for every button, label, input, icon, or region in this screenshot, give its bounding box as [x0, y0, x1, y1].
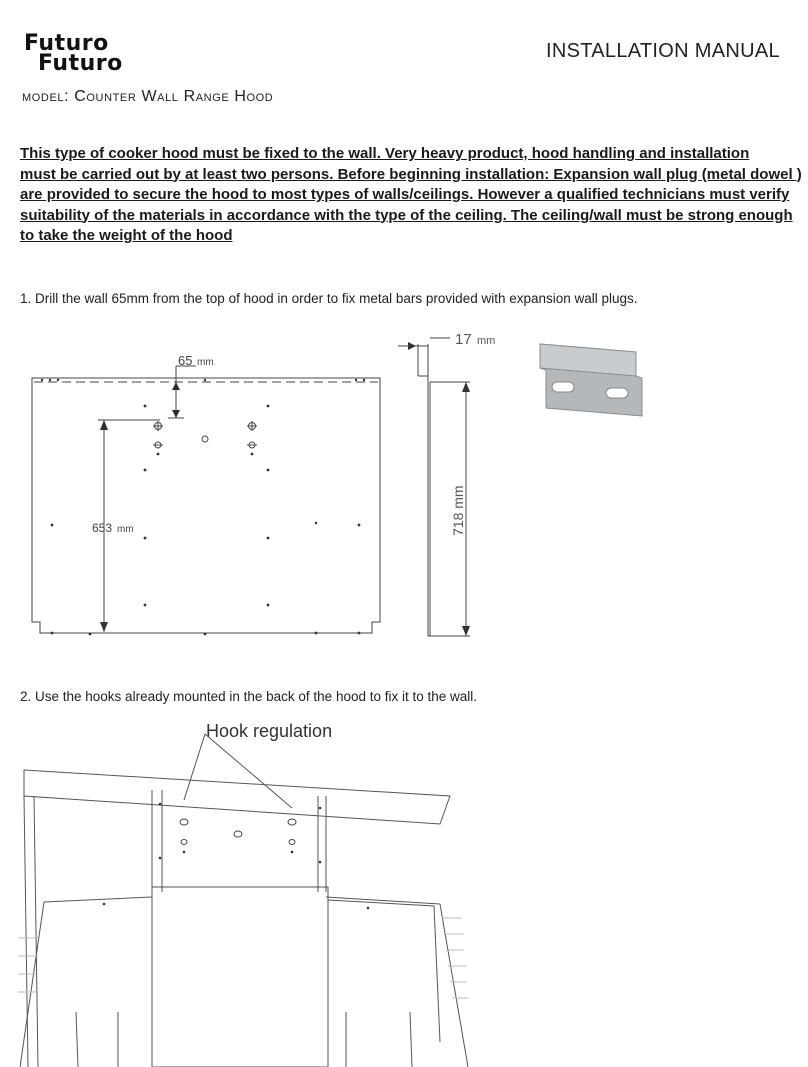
- warning-line: This type of cooker hood must be fixed to the wall. Very heavy product, hood handling and installation: [20, 145, 750, 162]
- warning-line: suitability of the materials in accordance with the type of the ceiling. The ceiling/wall must be strong enough: [20, 206, 793, 224]
- dim-653-value: 653: [92, 521, 113, 535]
- drilling-diagram: [0, 320, 808, 650]
- safety-warning: [20, 144, 802, 247]
- dim-65-value: 65: [178, 353, 193, 368]
- logo-line-2: Futuro: [38, 51, 123, 76]
- step-1-text: 1. Drill the wall 65mm from the top of hood in order to fix metal bars provided with expansion wall plugs.: [20, 291, 638, 306]
- manual-title: INSTALLATION MANUAL: [546, 40, 780, 62]
- step-2-text: 2. Use the hooks already mounted in the back of the hood to fix it to the wall.: [20, 689, 478, 704]
- dim-17-value: 17: [455, 331, 472, 348]
- warning-line: to take the weight of the hood: [20, 227, 233, 244]
- dim-718: 718 mm: [450, 485, 466, 536]
- logo-line-1: Futuro: [24, 31, 109, 56]
- warning-line: must be carried out by at least two persons. Before beginning installation: Expansion wall plug (metal dowel ): [20, 165, 802, 183]
- hood-hook-diagram: [0, 712, 808, 1067]
- brand-logo: [24, 31, 123, 76]
- dim-653-unit: mm: [117, 524, 134, 535]
- dim-17-unit: mm: [477, 335, 496, 347]
- metal-bracket-image: [540, 344, 642, 416]
- model-line: model: Counter Wall Range Hood: [22, 88, 274, 105]
- dim-65-unit: mm: [197, 357, 214, 368]
- hook-regulation-label: Hook regulation: [206, 721, 333, 741]
- warning-line: are provided to secure the hood to most types of walls/ceilings. However a qualified technicians must verify: [20, 186, 790, 203]
